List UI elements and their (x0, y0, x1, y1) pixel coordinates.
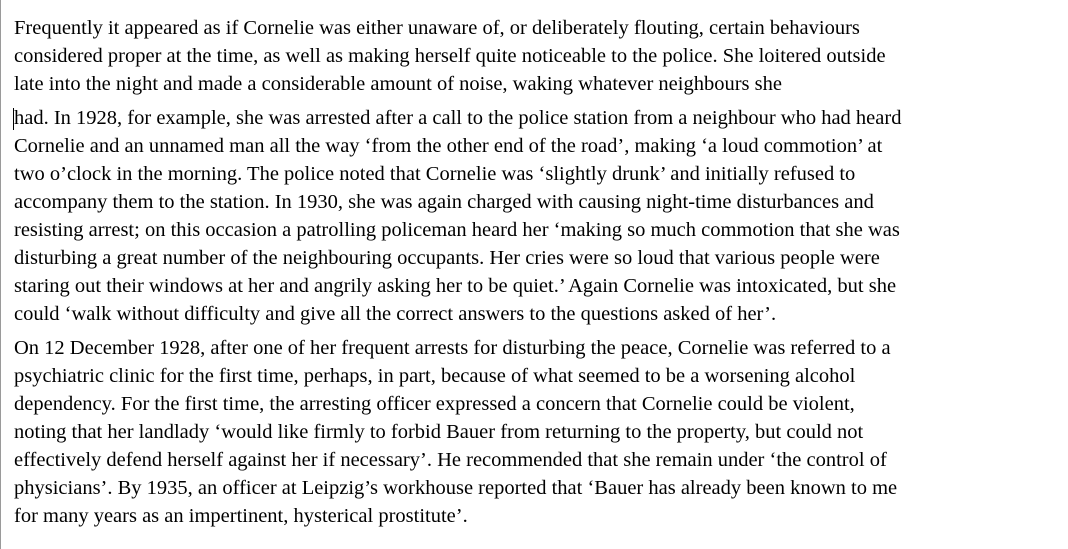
paragraph-3[interactable]: On 12 December 1928, after one of her frequent arrests for disturbing the peace, Cornelie was referred to a psychiatric clinic for the first time, perhaps, in part, because of what seemed to be a worsening alcohol dependency. For the first time, the arresting officer expressed a concern that Cornelie could be violent, noting that her landlady ‘would like firmly to forbid Bauer from returning to the property, but could not effectively defend herself against her if necessary’. He recommended that she remain under ‘the control of physicians’. By 1935, an officer at Leipzig’s workhouse reported that ‘Bauer has already been known to me for many years as an impertinent, hysterical prostitute’. (14, 337, 898, 527)
text-cursor (13, 108, 14, 130)
paragraph-1[interactable]: Frequently it appeared as if Cornelie was either unaware of, or deliberately flouting, certain behaviours considered proper at the time, as well as making herself quite noticeable to the police. She loitered outside late into the night and made a considerable amount of noise, waking whatever neighbours she (14, 17, 886, 95)
paragraph-2[interactable]: had. In 1928, for example, she was arrested after a call to the police station from a neighbour who had heard Cornelie and an unnamed man all the way ‘from the other end of the road’, making ‘a loud commotion’ at two o’clock in the morning. The police noted that Cornelie was ‘slightly drunk’ and initially refused to accompany them to the station. In 1930, she was again charged with causing night-time disturbances and resisting arrest; on this occasion a patrolling policeman heard her ‘making so much commotion that she was disturbing a great number of the neighbouring occupants. Her cries were so loud that various people were staring out their windows at her and angrily asking her to be quiet.’ Again Cornelie was intoxicated, but she could ‘walk without difficulty and give all the correct answers to the questions asked of her’. (14, 107, 902, 325)
document-body[interactable] (14, 14, 1064, 530)
editor-left-border (0, 0, 1, 549)
paragraph-2-wrapper[interactable] (14, 104, 1064, 328)
